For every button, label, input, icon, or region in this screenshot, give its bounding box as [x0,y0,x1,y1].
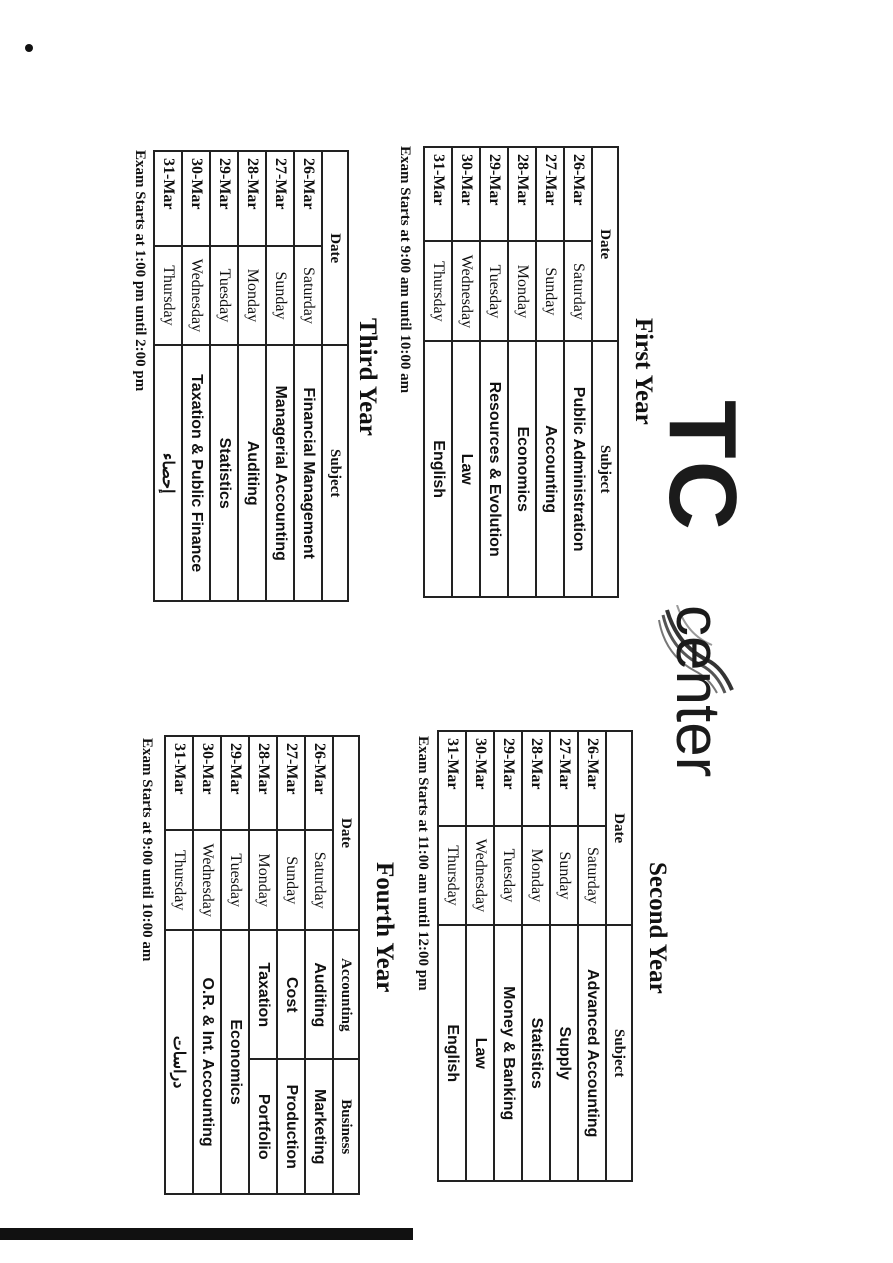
logo-word: center [663,605,732,778]
table-row: 31-Mar Thursday إحصاء [154,151,182,601]
date-header: Date [592,147,618,341]
fourth-year-table [164,735,360,1195]
third-year-note: Exam Starts at 1:00 pm until 2:00 pm [132,150,148,392]
second-year-note: Exam Starts at 11:00 am until 12:00 pm [415,736,431,991]
subject-header: Subject [592,341,618,597]
logo-letters: TC [649,400,756,532]
table-row: 29-Mar Tuesday Economics [221,736,249,1194]
table-row: 27-Mar Sunday Cost Production [277,736,305,1194]
table-row: 30-Mar Wednesday Law [452,147,480,597]
third-year-title: Third Year [354,318,381,436]
table-row: 28-Mar Monday Auditing [238,151,266,601]
second-year-title: Second Year [644,862,671,994]
table-row: 31-Mar Thursday English [438,731,466,1181]
second-year-table [437,730,633,1182]
accounting-header: Accounting [333,930,359,1059]
first-year-table [423,146,619,598]
date-header: Date [322,151,348,345]
table-row: 28-Mar Monday Statistics [522,731,550,1181]
ink-dot [25,44,33,52]
table-row: 29-Mar Tuesday Resources & Evolution [480,147,508,597]
table-row: 30-Mar Wednesday O.R. & Int. Accounting [193,736,221,1194]
table-row: 26-Mar Saturday Auditing Marketing [305,736,333,1194]
first-year-note: Exam Starts at 9:00 am until 10:00 am [397,146,413,394]
table-row: 29-Mar Tuesday Money & Banking [494,731,522,1181]
table-row: 27-Mar Sunday Supply [550,731,578,1181]
table-row: 31-Mar Thursday دراسات [165,736,193,1194]
table-row: 27-Mar Sunday Managerial Accounting [266,151,294,601]
fourth-year-title: Fourth Year [371,862,398,993]
scan-edge-bar [0,1228,413,1240]
subject-header: Subject [322,345,348,601]
table-row: 26-Mar Saturday Financial Management [294,151,322,601]
date-header: Date [606,731,632,925]
first-year-title: First Year [630,318,657,425]
table-row: 31-Mar Thursday English [424,147,452,597]
table-row: 28-Mar Monday Economics [508,147,536,597]
tc-center-logo [643,400,756,778]
table-row: 26-Mar Saturday Advanced Accounting [578,731,606,1181]
fourth-year-note: Exam Starts at 9:00 until 10:00 am [139,738,155,962]
table-row: 30-Mar Wednesday Law [466,731,494,1181]
third-year-table [153,150,349,602]
date-header: Date [333,736,359,930]
table-row: 30-Mar Wednesday Taxation & Public Finance [182,151,210,601]
table-row: 27-Mar Sunday Accounting [536,147,564,597]
table-row: 29-Mar Tuesday Statistics [210,151,238,601]
business-header: Business [333,1059,359,1194]
subject-header: Subject [606,925,632,1181]
table-row: 26-Mar Saturday Public Administration [564,147,592,597]
table-row: 28-Mar Monday Taxation Portfolio [249,736,277,1194]
